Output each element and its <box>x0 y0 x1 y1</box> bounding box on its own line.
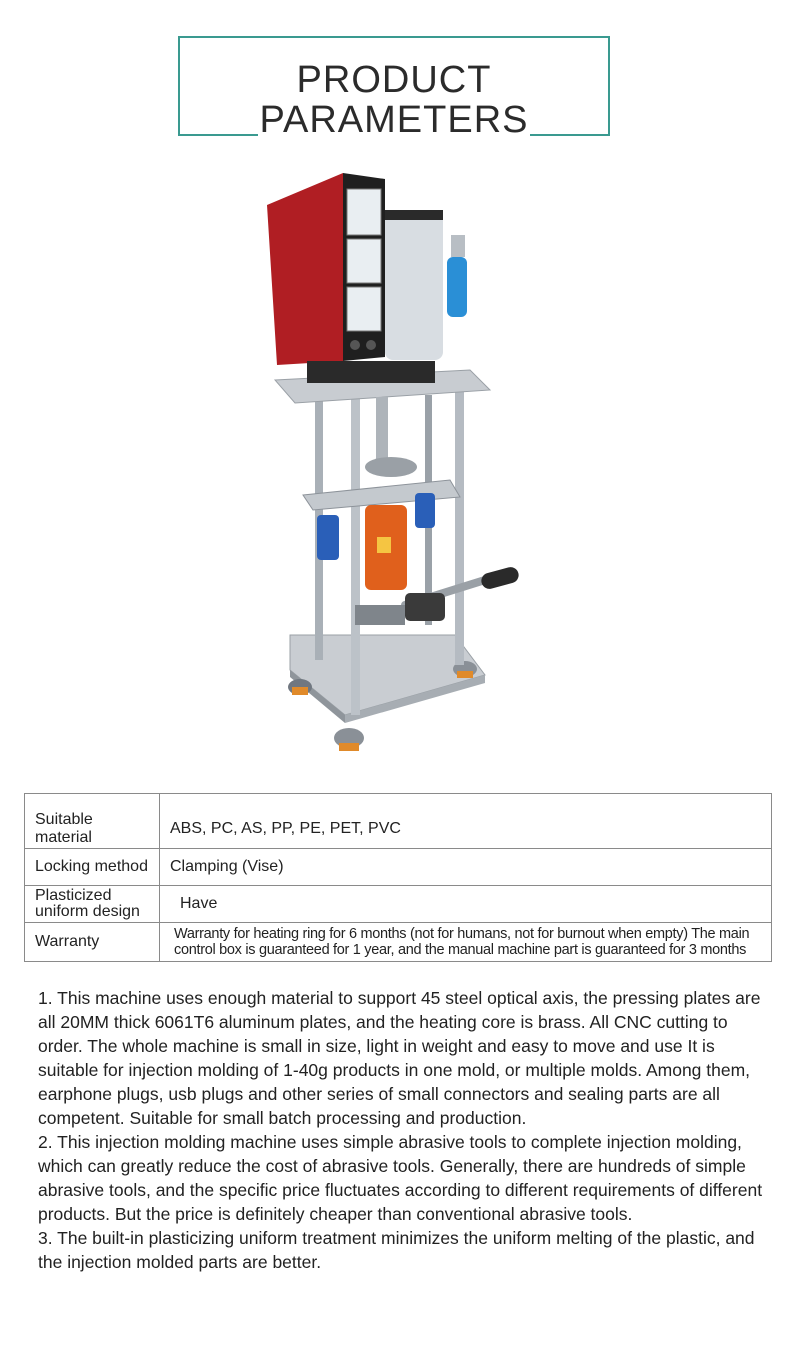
description-paragraph: 2. This injection molding machine uses simple abrasive tools to complete injection molding, which can greatly reduce the cost of abrasive tools. Generally, there are hundreds of simple abrasive tools, and the specific price fluctuates according to different requirements of different products. But the price is definitely cheaper than conventional abrasive tools. <box>38 1132 763 1224</box>
table-row <box>25 849 772 886</box>
spec-value-text: Have <box>180 895 218 912</box>
title-line-1: PRODUCT <box>296 59 492 101</box>
table-row <box>25 886 772 923</box>
table-row <box>25 923 772 962</box>
description-paragraph: 1. This machine uses enough material to support 45 steel optical axis, the pressing plates are all 20MM thick 6061T6 aluminum plates, and the heating core is brass. All CNC cutting to order. The whole machine is small in size, light in weight and easy to move and use It is suitable for injection molding of 1-40g products in one mold, or multiple molds. Among them, earphone plugs, usb plugs and other series of small connectors and sealing parts are all competent. Suitable for small batch processing and production. <box>38 988 761 1128</box>
spec-key-line: Plasticized <box>35 887 112 904</box>
spec-value <box>160 886 772 923</box>
spec-value-line: Warranty for heating ring for 6 months (not for humans, not for burnout when empty) The main <box>174 926 750 942</box>
spec-key: Warranty <box>25 923 160 962</box>
spec-key: Suitable material <box>25 794 160 849</box>
product-description <box>38 986 770 1274</box>
description-paragraph: 3. The built-in plasticizing uniform treatment minimizes the uniform melting of the plastic, and the injection molded parts are better. <box>38 1228 755 1272</box>
table-row <box>25 794 772 849</box>
spec-value <box>160 923 772 962</box>
spec-value-line: control box is guaranteed for 1 year, and the manual machine part is guaranteed for 3 months <box>174 942 747 958</box>
title-line-2: PARAMETERS <box>259 99 529 141</box>
specs-table <box>24 793 772 962</box>
page-title <box>178 60 610 140</box>
spec-value: ABS, PC, AS, PP, PE, PET, PVC <box>160 794 772 849</box>
spec-key <box>25 886 160 923</box>
spec-value: Clamping (Vise) <box>160 849 772 886</box>
product-image <box>255 165 535 765</box>
spec-key-line: uniform design <box>35 903 140 920</box>
spec-key: Locking method <box>25 849 160 886</box>
